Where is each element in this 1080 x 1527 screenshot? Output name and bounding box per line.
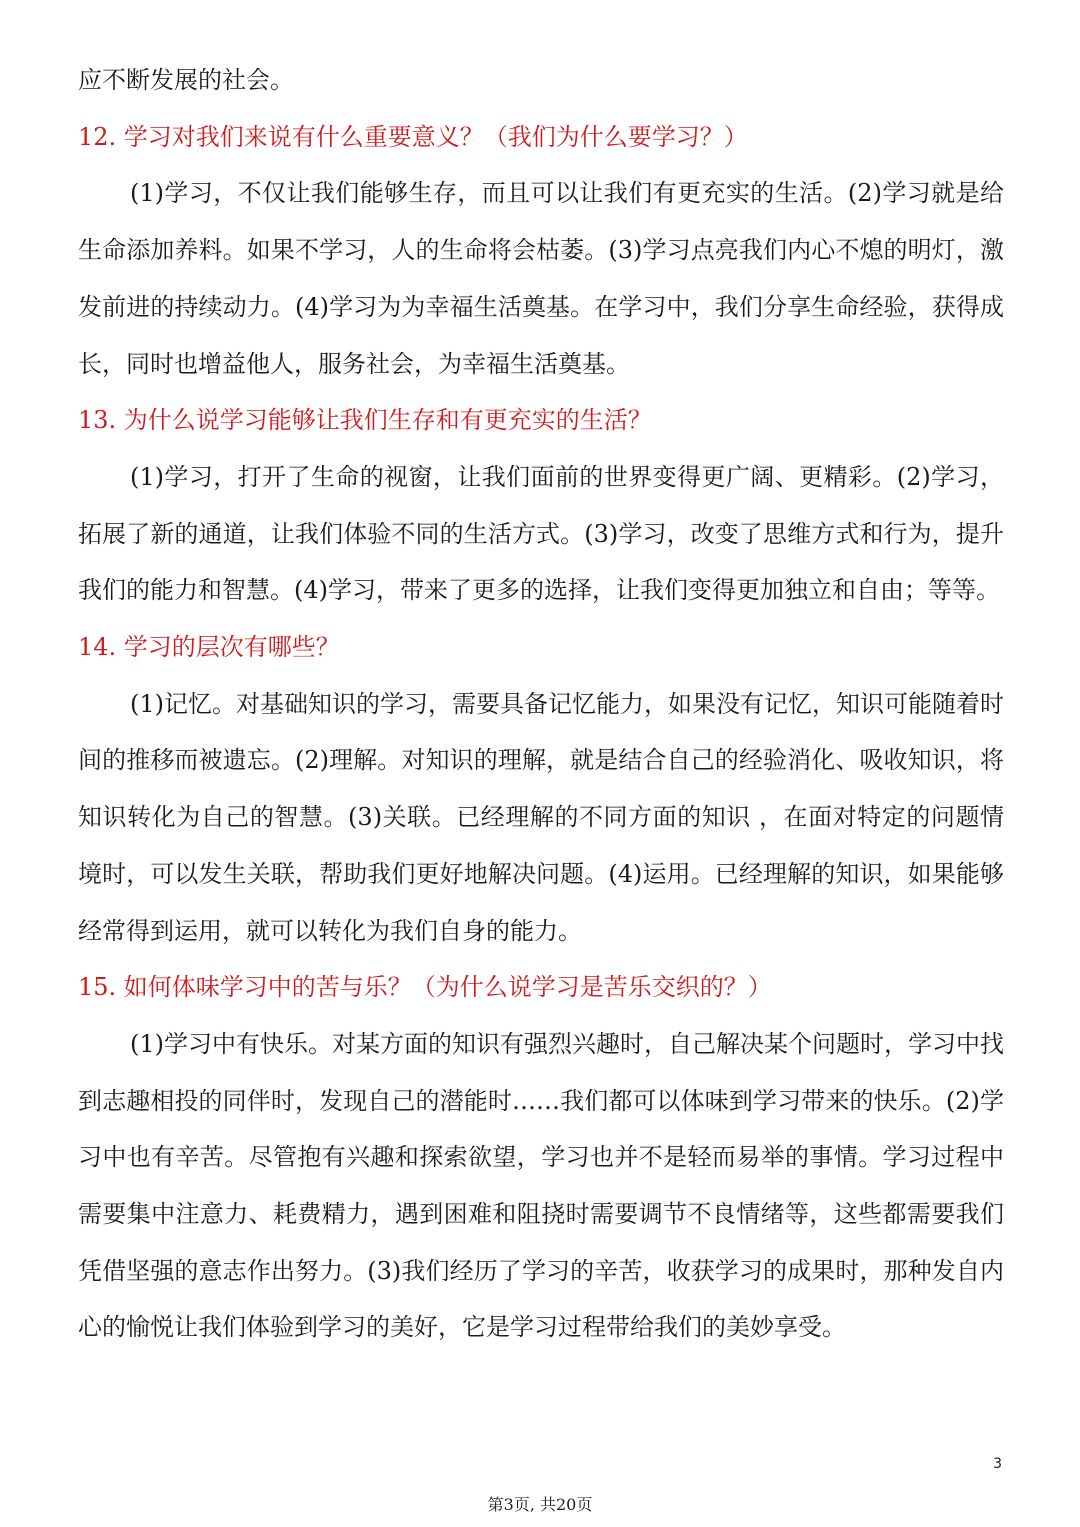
section-13 — [78, 392, 1004, 619]
page-number: 3 — [993, 1456, 1002, 1472]
section-body: (1)学习中有快乐。对某方面的知识有强烈兴趣时，自己解决某个问题时，学习中找到志趣相投的同伴时，发现自己的潜能时……我们都可以体味到学习带来的快乐。(2)学习中也有辛苦。尽管抱有兴趣和探索欲望，学习也并不是轻而易举的事情。学习过程中需要集中注意力、耗费精力，遇到困难和阻挠时需要调节不良情绪等，这些都需要我们凭借坚强的意志作出努力。(3)我们经历了学习的辛苦，收获学习的成果时，那种发自内心的愉悦让我们体验到学习的美好，它是学习过程带给我们的美妙享受。 — [78, 1029, 1004, 1342]
section-body: (1)学习，打开了生命的视窗，让我们面前的世界变得更广阔、更精彩。(2)学习，拓展了新的通道，让我们体验不同的生活方式。(3)学习，改变了思维方式和行为，提升我们的能力和智慧。(4)学习，带来了更多的选择，让我们变得更加独立和自由；等等。 — [78, 462, 1004, 605]
section-body: (1)学习，不仅让我们能够生存，而且可以让我们有更充实的生活。(2)学习就是给生命添加养料。如果不学习，人的生命将会枯萎。(3)学习点亮我们内心不熄的明灯，激发前进的持续动力。(4)学习为为幸福生活奠基。在学习中，我们分享生命经验，获得成长，同时也增益他人，服务社会，为幸福生活奠基。 — [78, 179, 1004, 378]
section-body: (1)记忆。对基础知识的学习，需要具备记忆能力，如果没有记忆，知识可能随着时间的推移而被遗忘。(2)理解。对知识的理解，就是结合自己的经验消化、吸收知识，将知识转化为自己的智慧。(3)关联。已经理解的不同方面的知识 ，在面对特定的问题情境时，可以发生关联，帮助我们更好地解决问题。(4)运用。已经理解的知识，如果能够经常得到运用，就可以转化为我们自身的能力。 — [78, 689, 1004, 945]
page-footer: 第3页, 共20页 — [487, 1495, 593, 1514]
section-heading: 14. 学习的层次有哪些？ — [78, 633, 340, 662]
section-heading: 13. 为什么说学习能够让我们生存和有更充实的生活？ — [78, 406, 652, 435]
page-content — [78, 52, 1004, 1356]
section-heading: 12. 学习对我们来说有什么重要意义？（我们为什么要学习？） — [78, 122, 748, 151]
section-12 — [78, 109, 1004, 393]
section-heading: 15. 如何体味学习中的苦与乐？（为什么说学习是苦乐交织的？） — [78, 973, 772, 1002]
intro-line: 应不断发展的社会。 — [78, 66, 294, 94]
section-14 — [78, 619, 1004, 959]
section-15 — [78, 959, 1004, 1356]
